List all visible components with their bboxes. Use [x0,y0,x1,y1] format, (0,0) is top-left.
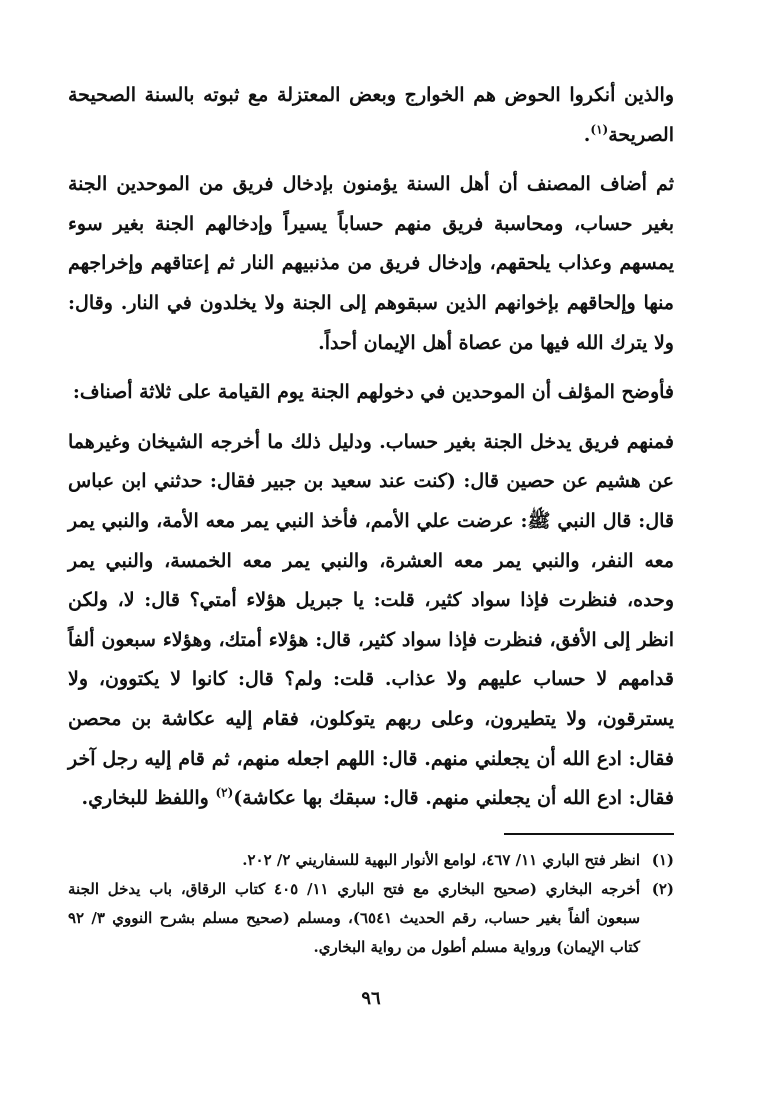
paragraph-tail: . [583,123,591,146]
paragraph-text: فأوضح المؤلف أن الموحدين في دخولهم الجنة يوم القيامة على ثلاثة أصناف: [72,381,674,404]
paragraph-three-categories [68,373,674,413]
paragraph-text: والذين أنكروا الحوض هم الخوارج وبعض المعتزلة مع ثبوته بالسنة الصحيحة الصريحة [68,84,674,146]
paragraph-text: فمنهم فريق يدخل الجنة بغير حساب. ودليل ذلك ما أخرجه الشيخان وغيرهما عن هشيم عن حصين قال: (كنت عند سعيد بن جبير فقال: حدثني ابن عباس قال: قال النبي ﷺ: عرضت علي الأمم، فأخذ النبي يمر معه الأمة، والنبي يمر معه النفر، والنبي يمر معه العشرة، والنبي يمر معه الخمسة، والنبي يمر وحده، فنظرت فإذا سواد كثير، قلت: يا جبريل هؤلاء أمتي؟ قال: لا، ولكن انظر إلى الأفق، فنظرت فإذا سواد كثير، قال: هؤلاء أمتك، وهؤلاء سبعون ألفاً قدامهم لا حساب عليهم ولا عذاب. قلت: ولم؟ قال: كانوا لا يكتوون، ولا يسترقون، ولا يتطيرون، وعلى ربهم يتوكلون، فقام إليه عكاشة بن محصن فقال: ادع الله أن يجعلني منهم. قال: اللهم اجعله منهم، ثم قام إليه رجل آخر فقال: ادع الله أن يجعلني منهم. قال: سبقك بها عكاشة) [68,430,674,810]
footnote-item [68,875,674,962]
paragraph-text: ثم أضاف المصنف أن أهل السنة يؤمنون بإدخال فريق من الموحدين الجنة بغير حساب، ومحاسبة فريق منهم حساباً يسيراً وإدخالهم الجنة بغير سوء يمسهم وعذاب يلحقهم، وإدخال فريق من مذنبيهم النار ثم إعتاقهم وإخراجهم منها وإلحاقهم بإخوانهم الذين سبقوهم إلى الجنة ولا يخلدون في النار. وقال: ولا يترك الله فيها من عصاة أهل الإيمان أحداً. [68,173,674,354]
paragraph-tail: واللفظ للبخاري. [81,787,216,810]
footnote-separator [504,833,674,835]
book-page [68,76,674,1036]
footnote-number: (٢) [651,880,674,898]
footnotes-section [68,846,674,962]
paragraph-hadith [68,423,674,819]
paragraph-hawd-deniers [68,76,674,155]
footnote-reference: (١) [590,122,609,137]
footnote-text: انظر فتح الباري ١١/ ٤٦٧، لوامع الأنوار البهية للسفاريني ٢/ ٢٠٢. [242,851,640,869]
footnote-item [68,846,674,875]
footnote-text: أخرجه البخاري (صحيح البخاري مع فتح الباري ١١/ ٤٠٥ كتاب الرقاق، باب يدخل الجنة سبعون ألفاً بغير حساب، رقم الحديث ٦٥٤١)، ومسلم (صحيح مسلم بشرح النووي ٣/ ٩٢ كتاب الإيمان) ورواية مسلم أطول من رواية البخاري. [68,880,641,956]
footnote-number: (١) [651,851,674,869]
paragraph-believers-entry [68,165,674,363]
page-number: ٩٦ [361,988,381,1009]
footnote-reference: (٢) [215,785,234,800]
